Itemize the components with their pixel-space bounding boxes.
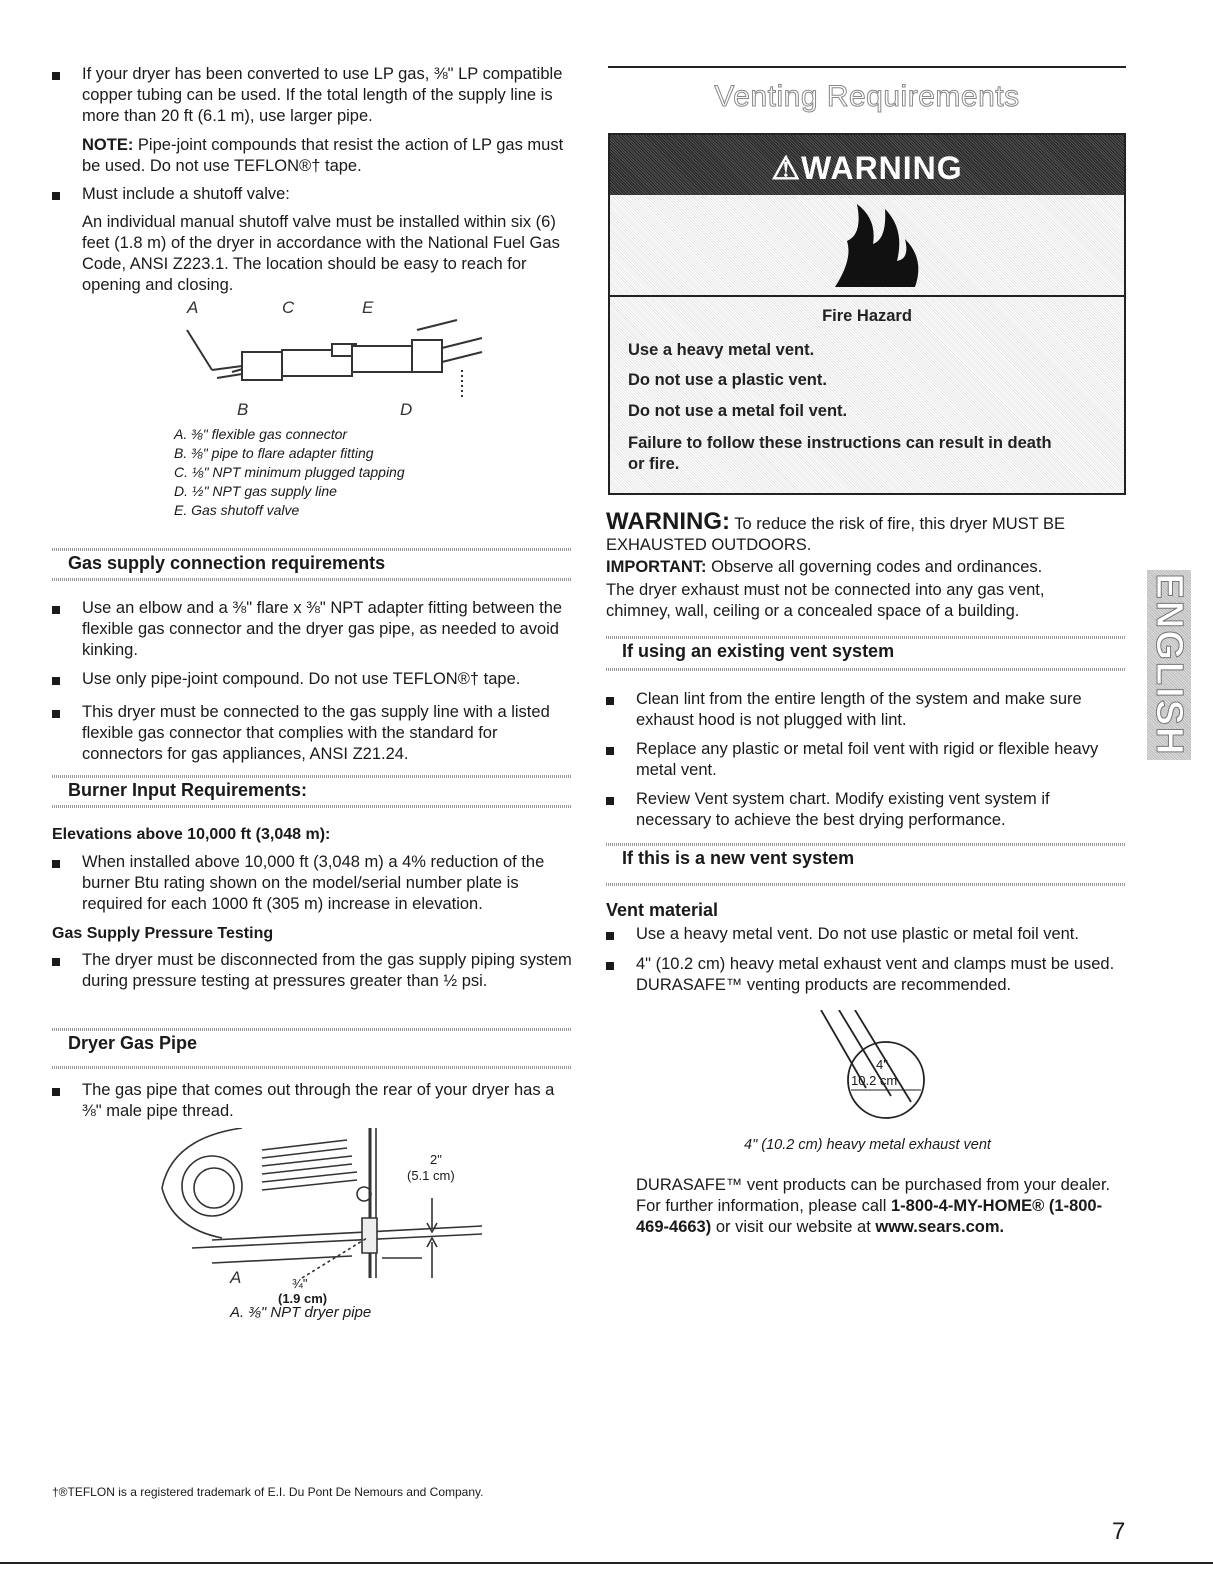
bullet (606, 797, 614, 805)
vent-bullet-2: 4" (10.2 cm) heavy metal exhaust vent and clamps must be used. DURASAFE™ venting products are recommended. (636, 955, 1115, 994)
dimension-1-9cm: (1.9 cm) (278, 1291, 328, 1306)
warning-line-1: Use a heavy metal vent. (628, 341, 815, 359)
bullet (606, 747, 614, 755)
new-vent-heading-text: If this is a new vent system (622, 848, 855, 868)
shutoff-paragraph: An individual manual shutoff valve must be installed within six (6) feet (1.8 m) of the dryer in accordance with the National Fuel Gas Code, ANSI Z223.1. The location should be easy to reach for opening and closing. (82, 213, 560, 294)
bullet (52, 1088, 60, 1096)
dimension-5-1cm: (5.1 cm) (407, 1168, 455, 1183)
diagram2-label-a: A (230, 1268, 242, 1287)
bullet (52, 958, 60, 966)
diagram-label-d: D (400, 400, 413, 419)
important-text: Observe all governing codes and ordinances. (706, 558, 1043, 576)
warning-statement (606, 510, 1126, 556)
bullet (52, 677, 60, 685)
page-number: 7 (1112, 1518, 1126, 1545)
existing-bullet-2: Replace any plastic or metal foil vent with rigid or flexible heavy metal vent. (636, 740, 1099, 779)
vent-caption: 4" (10.2 cm) heavy metal exhaust vent (744, 1137, 991, 1153)
durasafe-paragraph (636, 1175, 1126, 1238)
existing-bullet-1: Clean lint from the entire length of the system and make sure exhaust hood is not plugged with lint. (636, 690, 1082, 729)
bullet (606, 697, 614, 705)
fire-hazard-icon (825, 199, 925, 291)
warning-label: WARNING: (606, 508, 730, 535)
warning-line-3: Do not use a metal foil vent. (628, 402, 848, 420)
dimension-2in: 2" (430, 1152, 442, 1167)
shutoff-bullet-text: Must include a shutoff valve: (82, 185, 290, 203)
durasafe-text: DURASAFE™ vent products can be purchased from your dealer. For further information, please call (636, 1176, 1111, 1215)
warning-box (608, 133, 1126, 495)
vent-diagram-label-4in: 4" (876, 1057, 888, 1072)
new-vent-heading (606, 843, 1126, 875)
visit-text: or visit our website at (711, 1218, 871, 1236)
diagram-label-b: B (237, 400, 249, 419)
note-text: Pipe-joint compounds that resist the action of LP gas must be used. Do not use TEFLON®† tape. (82, 136, 564, 175)
warning-line-4: Failure to follow these instructions can result in death (628, 434, 1052, 452)
warning-header-text: ⚠WARNING (771, 150, 963, 186)
diagram-label-e: E (362, 298, 374, 317)
important-statement (606, 557, 1126, 578)
lp-bullet-text: If your dryer has been converted to use LP gas, ⅜" LP compatible copper tubing can be used. If the total length of the supply line is more than 20 ft (6.1 m), use larger pipe. (82, 65, 563, 125)
bullet (52, 72, 60, 80)
existing-vent-heading (606, 636, 1126, 668)
diagram-label-c: C (282, 298, 295, 317)
bullet (52, 710, 60, 718)
exhaust-paragraph: The dryer exhaust must not be connected into any gas vent, chimney, wall, ceiling or a concealed space of a building. (606, 581, 1045, 620)
gas-connector-diagram (172, 300, 492, 420)
diagram-caption-e: E. Gas shutoff valve (174, 502, 300, 518)
footnote: †®TEFLON is a registered trademark of E.I. Du Pont De Nemours and Company. (52, 1485, 484, 1499)
elevation-subheading: Elevations above 10,000 ft (3,048 m): (52, 826, 331, 843)
dryer-pipe-heading (52, 1028, 572, 1060)
language-side-tab (1147, 570, 1191, 760)
existing-bullet-3: Review Vent system chart. Modify existing vent system if necessary to achieve the best drying performance. (636, 790, 1050, 829)
bottom-rule (0, 1562, 1213, 1564)
burner-heading (52, 775, 572, 807)
note-label: NOTE: (82, 136, 134, 154)
fire-hazard-label: Fire Hazard (822, 307, 912, 325)
vent-diagram-label-cm: 10.2 cm (851, 1073, 898, 1088)
website-link[interactable]: www.sears.com. (875, 1218, 1005, 1236)
gas-supply-heading (52, 548, 572, 580)
gas-supply-bullet-1: Use an elbow and a ⅜" flare x ⅜" NPT adapter fitting between the flexible gas connector and the dryer gas pipe, as needed to avoid kinking. (82, 599, 563, 659)
warning-line-5: or fire. (628, 455, 680, 473)
diagram-caption-c: C. ⅛" NPT minimum plugged tapping (174, 464, 405, 480)
dryer-pipe-heading-text: Dryer Gas Pipe (68, 1033, 198, 1053)
dimension-3-4in: ¾" (292, 1276, 308, 1291)
important-label: IMPORTANT: (606, 558, 707, 576)
venting-title: Venting Requirements (714, 80, 1020, 113)
diagram-caption-a: A. ⅜" flexible gas connector (174, 426, 348, 442)
note-paragraph (82, 135, 572, 177)
language-tab-text: ENGLISH (1148, 573, 1190, 757)
diagram-label-a: A (187, 298, 199, 317)
bullet (52, 606, 60, 614)
warning-text: To reduce the risk of fire, this dryer MUST BE EXHAUSTED OUTDOORS. (606, 515, 1065, 554)
dryer-pipe-caption: A. ⅜" NPT dryer pipe (230, 1304, 372, 1321)
phone-number: 1-800-4-MY-HOME® (1-800-469-4663) (636, 1197, 1103, 1236)
gas-supply-bullet-2: Use only pipe-joint compound. Do not use TEFLON®† tape. (82, 670, 521, 688)
diagram-caption-b: B. ⅜" pipe to flare adapter fitting (174, 445, 374, 461)
bullet (606, 932, 614, 940)
vent-material-subheading: Vent material (606, 900, 719, 920)
warning-line-2: Do not use a plastic vent. (628, 371, 827, 389)
bullet (52, 192, 60, 200)
bullet (606, 962, 614, 970)
gas-supply-bullet-3: This dryer must be connected to the gas supply line with a listed flexible gas connector that complies with the standard for connectors for gas appliances, ANSI Z21.24. (82, 703, 550, 763)
warning-header (610, 135, 1124, 195)
dryer-pipe-bullet: The gas pipe that comes out through the rear of your dryer has a ⅜" male pipe thread. (82, 1081, 555, 1120)
bullet (52, 860, 60, 868)
elevation-bullet: When installed above 10,000 ft (3,048 m) a 4% reduction of the burner Btu rating shown on the model/serial number plate is required for each 1000 ft (305 m) increase in elevation. (82, 853, 545, 913)
pressure-subheading: Gas Supply Pressure Testing (52, 925, 274, 942)
existing-vent-heading-text: If using an existing vent system (622, 641, 895, 661)
vent-bullet-1: Use a heavy metal vent. Do not use plastic or metal foil vent. (636, 925, 1079, 943)
gas-supply-heading-text: Gas supply connection requirements (68, 553, 386, 573)
diagram-caption-d: D. ½" NPT gas supply line (174, 483, 337, 499)
burner-heading-text: Burner Input Requirements: (68, 780, 308, 800)
pressure-bullet: The dryer must be disconnected from the gas supply piping system during pressure testing at pressures greater than ½ psi. (82, 951, 572, 990)
top-rule (608, 66, 1126, 68)
